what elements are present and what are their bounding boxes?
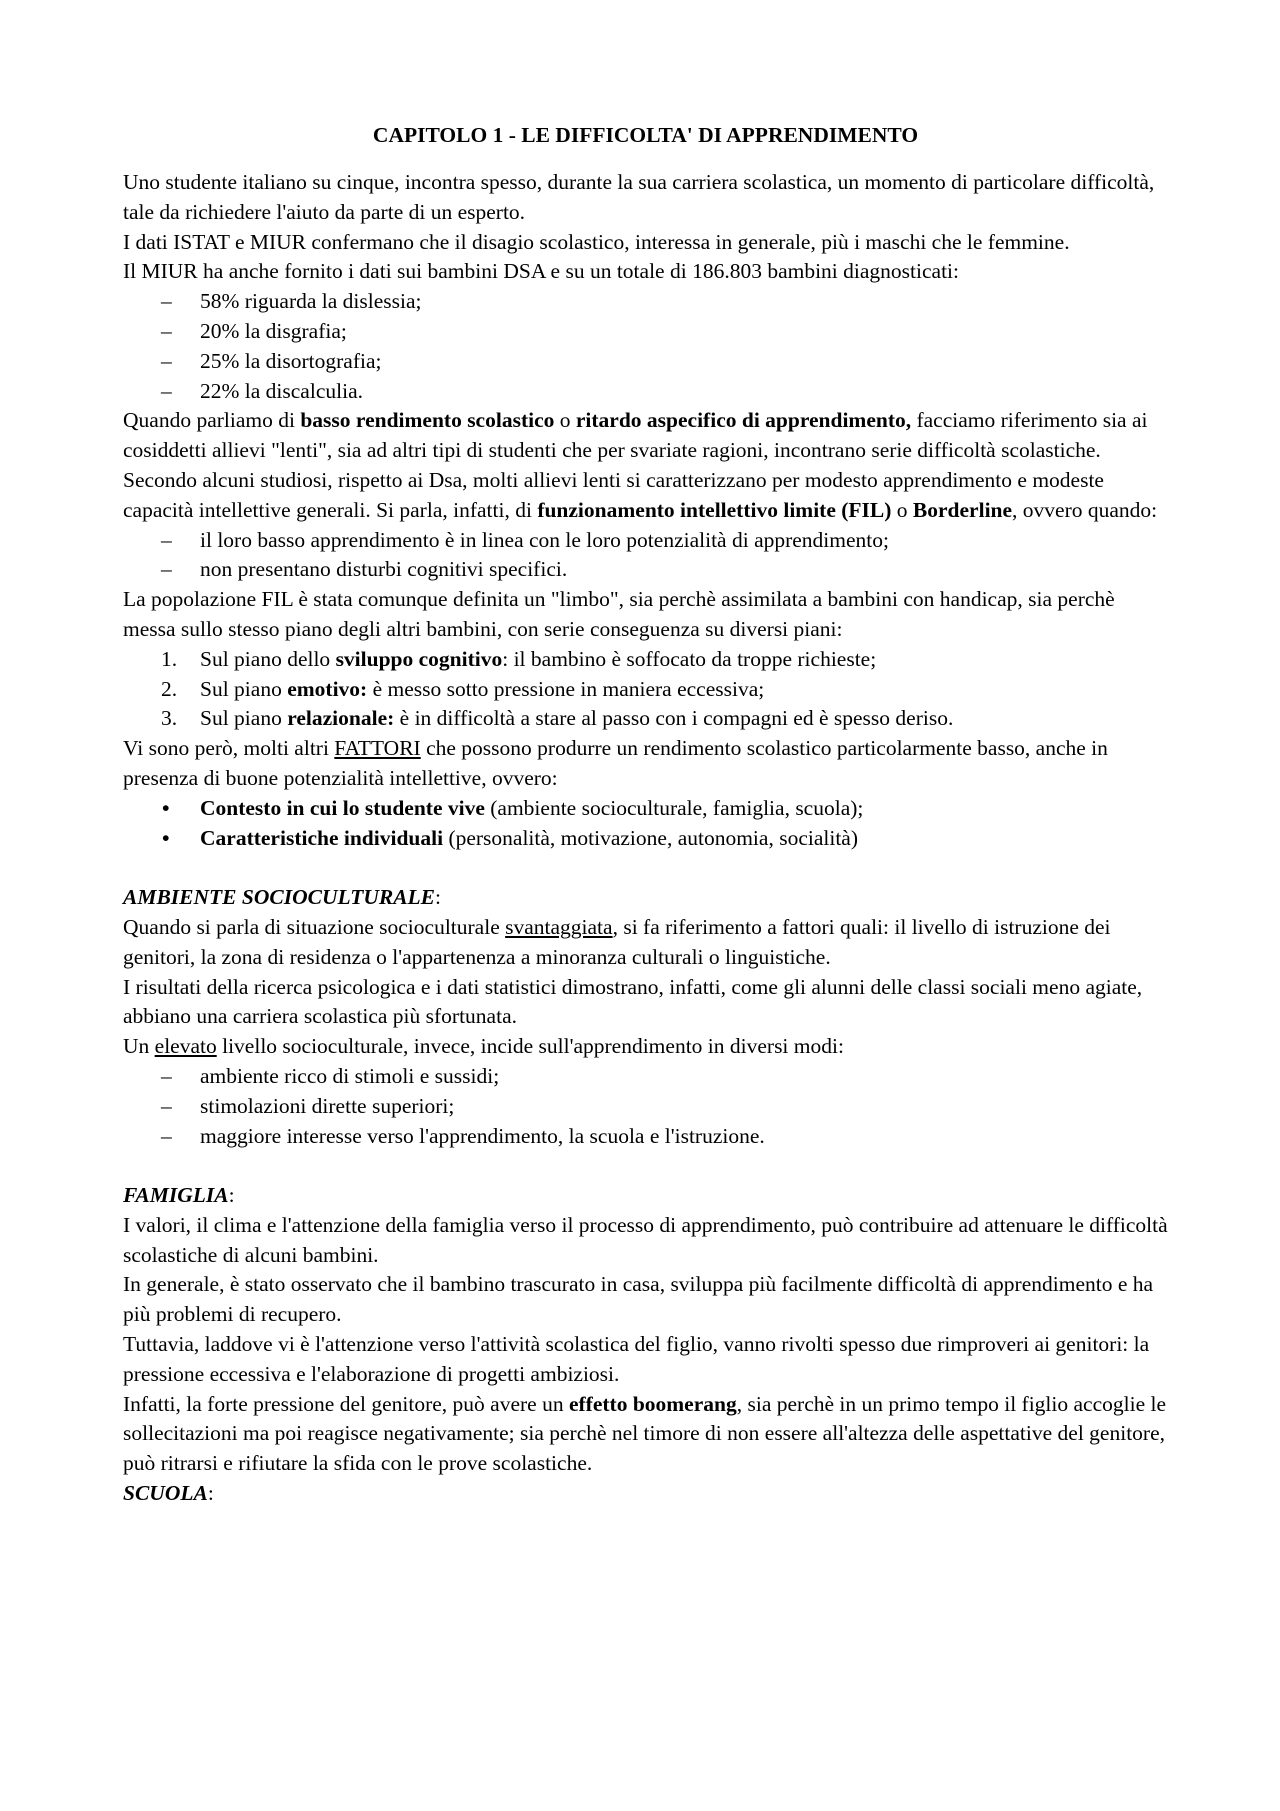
chapter-title: CAPITOLO 1 - LE DIFFICOLTA' DI APPRENDIMENTO [372,123,919,147]
heading-ambiente: AMBIENTE SOCIOCULTURALE: [123,885,442,910]
list-piani [123,645,1168,734]
list-item: – non presentano disturbi cognitivi specifici. [123,555,1168,585]
paragraph-rimproveri: Tuttavia, laddove vi è l'attenzione verso l'attività scolastica del figlio, vanno rivolti spesso due rimproveri ai genitori: la pressione eccessiva e l'elaborazione di progetti ambiziosi. [123,1332,1150,1386]
paragraph-limbo: La popolazione FIL è stata comunque definita un "limbo", sia perchè assimilata a bambini con handicap, sia perchè messa sullo stesso piano degli altri bambini, con serie conseguenza su diversi piani: [123,587,1115,641]
list-item: – ambiente ricco di stimoli e sussidi; [123,1062,1168,1092]
paragraph-valori: I valori, il clima e l'attenzione della famiglia verso il processo di apprendimento, può contribuire ad attenuare le difficoltà scolastiche di alcuni bambini. [123,1212,1168,1267]
list-dsa [123,287,1168,406]
paragraph-trascurato: In generale, è stato osservato che il bambino trascurato in casa, sviluppa più facilmente difficoltà di apprendimento e ha più problemi di recupero. [123,1272,1154,1327]
paragraph-ricerca: I risultati della ricerca psicologica e i dati statistici dimostrano, infatti, come gli alunni delle classi sociali meno agiate, abbiano una carriera scolastica più sfortunata. [123,974,1143,1029]
document-body [123,120,1168,1509]
list-fil [123,526,1168,586]
paragraph-svantaggiata: Quando si parla di situazione socioculturale svantaggiata, si fa riferimento a fattori quali: il livello di istruzione dei genitori, la zona di residenza o l'appartenenza a minoranza culturali o linguistiche. [123,914,1111,969]
list-elevato [123,1062,1168,1151]
list-item: – 22% la discalculia. [123,377,1168,407]
heading-scuola: SCUOLA: [123,1481,214,1506]
spacer [123,853,1168,883]
heading-famiglia: FAMIGLIA: [123,1183,235,1208]
list-item: – il loro basso apprendimento è in linea con le loro potenzialità di apprendimento; [123,526,1168,556]
paragraph-elevato: Un elevato livello socioculturale, invece, incide sull'apprendimento in diversi modi: [123,1034,844,1059]
list-item: 2. Sul piano emotivo: è messo sotto pressione in maniera eccessiva; [161,676,765,701]
spacer [123,1151,1168,1181]
list-item: – maggiore interesse verso l'apprendimento, la scuola e l'istruzione. [123,1122,1168,1152]
paragraph-istat: I dati ISTAT e MIUR confermano che il disagio scolastico, interessa in generale, più i maschi che le femmine. [123,229,1070,254]
list-item: • Caratteristiche individuali (personalità, motivazione, autonomia, socialità) [123,824,1168,854]
paragraph-basso-rendimento: Quando parliamo di basso rendimento scolastico o ritardo aspecifico di apprendimento, facciamo riferimento sia ai cosiddetti allievi "lenti", sia ad altri tipi di studenti che per svariate ragioni, incontrano serie difficoltà scolastiche. [123,408,1148,463]
list-item: – stimolazioni dirette superiori; [123,1092,1168,1122]
list-item: – 20% la disgrafia; [123,317,1168,347]
list-item: – 58% riguarda la dislessia; [123,287,1168,317]
paragraph-miur: Il MIUR ha anche fornito i dati sui bambini DSA e su un totale di 186.803 bambini diagnosticati: [123,259,959,284]
paragraph-intro: Uno studente italiano su cinque, incontra spesso, durante la sua carriera scolastica, un momento di particolare difficoltà, tale da richiedere l'aiuto da parte di un esperto. [123,170,1155,224]
list-item: • Contesto in cui lo studente vive (ambiente socioculturale, famiglia, scuola); [123,794,1168,824]
paragraph-fil: Secondo alcuni studiosi, rispetto ai Dsa, molti allievi lenti si caratterizzano per modesto apprendimento e modeste capacità intellettive generali. Si parla, infatti, di funzionamento intellettivo limite (FIL) o Borderline, ovvero quando: [123,467,1158,522]
list-item: – 25% la disortografia; [123,347,1168,377]
list-fattori [123,794,1168,854]
paragraph-fattori: Vi sono però, molti altri FATTORI che possono produrre un rendimento scolastico particolarmente basso, anche in presenza di buone potenzialità intellettive, ovvero: [123,736,1108,790]
paragraph-boomerang: Infatti, la forte pressione del genitore, può avere un effetto boomerang, sia perchè in un primo tempo il figlio accoglie le sollecitazioni ma poi reagisce negativamente; sia perchè nel timore di non essere all'altezza delle aspettative del genitore, può ritrarsi e rifiutare la sfida con le prove scolastiche. [123,1391,1167,1476]
list-item: 1. Sul piano dello sviluppo cognitivo: il bambino è soffocato da troppe richieste; [161,646,877,671]
list-item: 3. Sul piano relazionale: è in difficoltà a stare al passo con i compagni ed è spesso deriso. [161,706,954,731]
